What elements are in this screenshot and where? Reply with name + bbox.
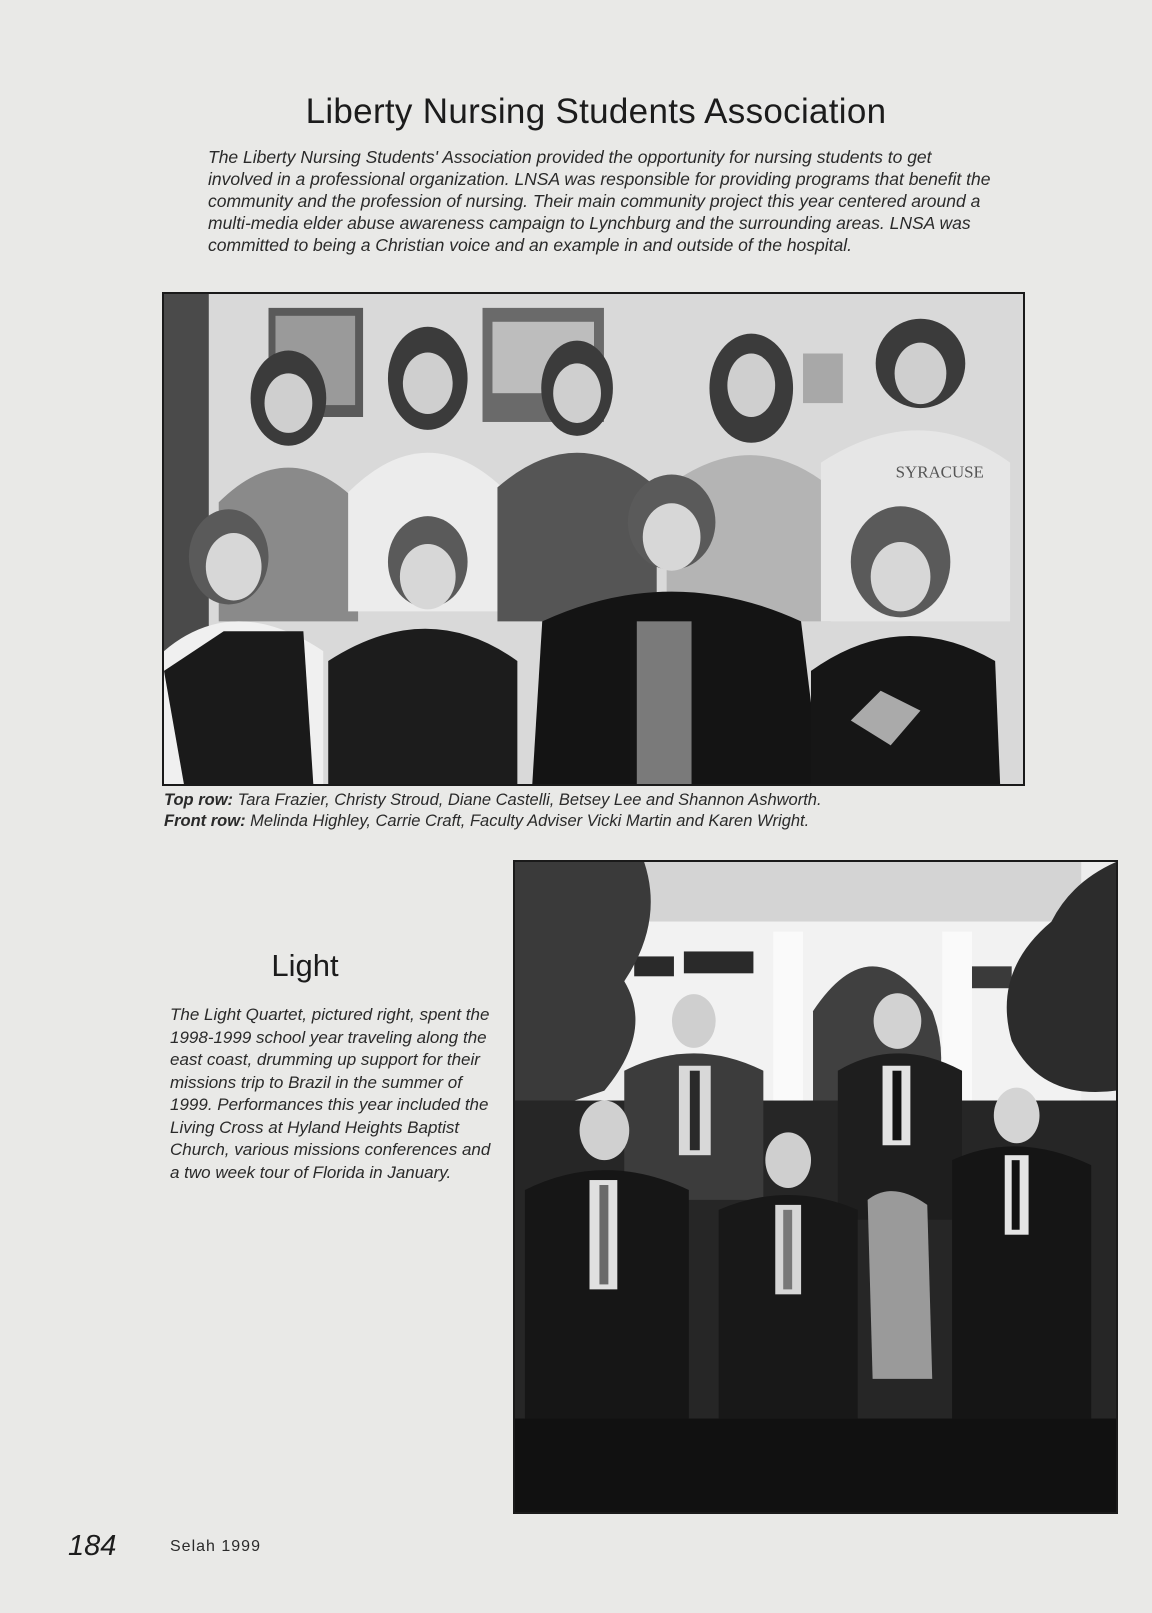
light-quartet-photo	[513, 860, 1118, 1514]
caption-front-row-label: Front row:	[164, 812, 246, 830]
caption-top-row-label: Top row:	[164, 791, 234, 809]
caption-top-row-names: Tara Frazier, Christy Stroud, Diane Castelli, Betsey Lee and Shannon Ashworth.	[237, 791, 822, 809]
page-number: 184	[68, 1530, 117, 1562]
caption-top-row	[164, 790, 1024, 810]
caption-front-row	[164, 811, 1024, 831]
light-photo-illustration	[515, 862, 1116, 1512]
lnsa-title: Liberty Nursing Students Association	[305, 92, 887, 131]
light-title: Light	[271, 948, 339, 983]
running-footer: Selah 1999	[170, 1538, 261, 1555]
light-body-paragraph: The Light Quartet, pictured right, spent the 1998-1999 school year traveling along the east coast, drumming up support for their missions trip to Brazil in the summer of 1999. Performances this year included the Living Cross at Hyland Heights Baptist Church, various missions conferences and a two week tour of Florida in January.	[170, 1005, 491, 1182]
sweatshirt-lettering: SYRACUSE	[895, 462, 984, 482]
lnsa-intro-paragraph: The Liberty Nursing Students' Association provided the opportunity for nursing students to get involved in a professional organization. LNSA was responsible for providing programs that benefit the community and the profession of nursing. Their main community project this year centered around a multi-media elder abuse awareness campaign to Lynchburg and the surrounding areas. LNSA was committed to being a Christian voice and an example in and outside of the hospital.	[208, 147, 991, 255]
lnsa-photo-illustration	[164, 294, 1023, 784]
caption-front-row-names: Melinda Highley, Carrie Craft, Faculty Adviser Vicki Martin and Karen Wright.	[250, 812, 810, 830]
lnsa-group-photo	[162, 292, 1025, 786]
